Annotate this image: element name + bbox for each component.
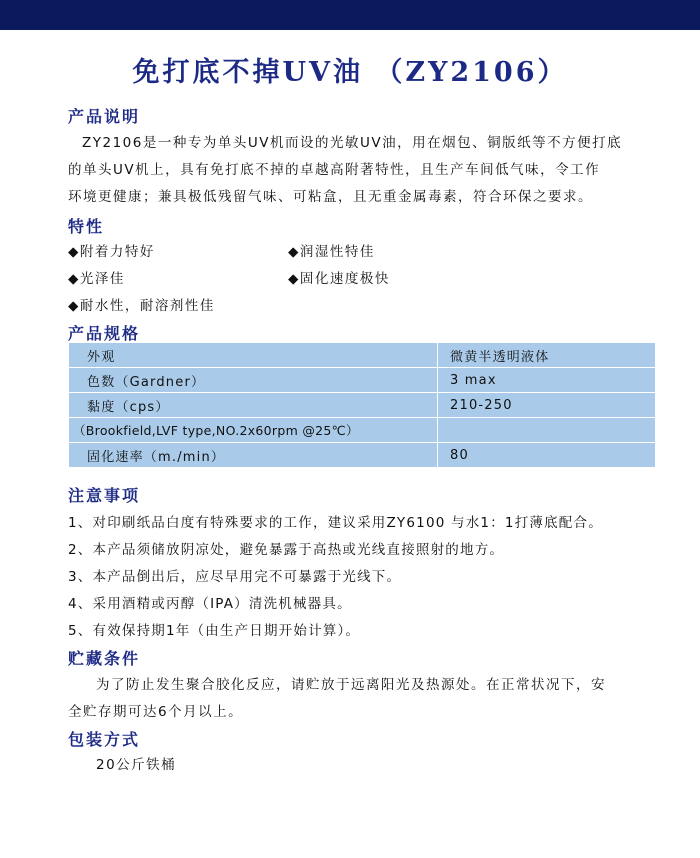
spec-label: （Brookfield,LVF type,NO.2x60rpm @25℃） bbox=[69, 418, 438, 443]
intro-line-1: ZY2106是一种专为单头UV机而设的光敏UV油，用在烟包、铜版纸等不方便打底 bbox=[82, 135, 623, 151]
storage-heading: 贮藏条件 bbox=[68, 649, 141, 668]
spec-row bbox=[69, 343, 656, 368]
spec-label: 外观 bbox=[69, 343, 438, 368]
feature-wetting: ◆润湿性特佳 bbox=[288, 244, 375, 260]
spec-row bbox=[69, 393, 656, 418]
feature-curing-speed: ◆固化速度极快 bbox=[288, 271, 390, 287]
spec-label: 色数（Gardner） bbox=[69, 368, 438, 393]
feature-adhesion: ◆附着力特好 bbox=[68, 244, 155, 260]
note-item: 1、对印刷纸品白度有特殊要求的工作，建议采用ZY6100 与水1：1打薄底配合。 bbox=[68, 515, 603, 531]
spec-value: 210-250 bbox=[438, 393, 656, 418]
spec-row bbox=[69, 368, 656, 393]
spec-row bbox=[69, 418, 656, 443]
feature-resistance: ◆耐水性，耐溶剂性佳 bbox=[68, 298, 215, 314]
page-title: 免打底不掉UV油 （ZY2106） bbox=[132, 57, 568, 88]
intro-line-2: 的单头UV机上，具有免打底不掉的卓越高附著特性，且生产车间低气味，令工作 bbox=[68, 162, 601, 178]
top-banner-bar bbox=[0, 0, 700, 30]
features-heading: 特性 bbox=[68, 217, 105, 236]
spec-value: 微黄半透明液体 bbox=[438, 343, 656, 368]
storage-line-1: 为了防止发生聚合胶化反应，请贮放于远离阳光及热源处。在正常状况下，安 bbox=[96, 677, 606, 693]
packaging-heading: 包装方式 bbox=[68, 730, 141, 749]
spec-value bbox=[438, 418, 656, 443]
specs-heading: 产品规格 bbox=[68, 324, 141, 343]
notes-heading: 注意事项 bbox=[68, 486, 141, 505]
note-item: 3、本产品倒出后，应尽早用完不可暴露于光线下。 bbox=[68, 569, 402, 585]
storage-line-2: 全贮存期可达6个月以上。 bbox=[68, 704, 244, 720]
packaging-text: 20公斤铁桶 bbox=[96, 757, 177, 773]
note-item: 4、采用酒精或丙醇（IPA）清洗机械器具。 bbox=[68, 596, 352, 612]
spec-table bbox=[68, 342, 656, 468]
note-item: 5、有效保持期1年（由生产日期开始计算）。 bbox=[68, 623, 361, 639]
spec-value: 3 max bbox=[438, 368, 656, 393]
spec-label: 黏度（cps） bbox=[69, 393, 438, 418]
feature-gloss: ◆光泽佳 bbox=[68, 271, 125, 287]
intro-heading: 产品说明 bbox=[68, 107, 141, 126]
spec-label: 固化速率（m./min） bbox=[69, 443, 438, 468]
spec-value: 80 bbox=[438, 443, 656, 468]
intro-line-3: 环境更健康；兼具极低残留气味、可粘盒，且无重金属毒素，符合环保之要求。 bbox=[68, 189, 593, 205]
note-item: 2、本产品须储放阴凉处，避免暴露于高热或光线直接照射的地方。 bbox=[68, 542, 505, 558]
spec-row bbox=[69, 443, 656, 468]
